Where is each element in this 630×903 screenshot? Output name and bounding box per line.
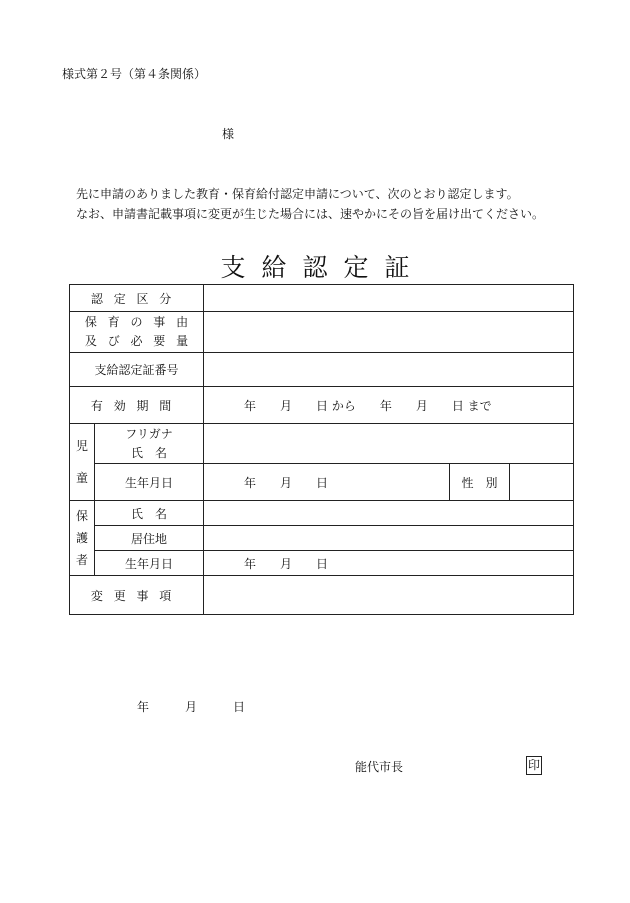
childcare-reason-label: 保育の事由 及び必要量 xyxy=(70,312,204,353)
guardian-birthdate-field[interactable]: 年 月 日 xyxy=(204,551,574,576)
child-birthdate-label: 生年月日 xyxy=(95,464,204,501)
child-name-label: フリガナ 氏 名 xyxy=(95,424,204,464)
guardian-group-label: 保 護 者 xyxy=(70,501,95,576)
guardian-birthdate-label: 生年月日 xyxy=(95,551,204,576)
childcare-reason-field[interactable] xyxy=(204,312,574,353)
form-number: 様式第２号（第４条関係） xyxy=(62,67,207,81)
guardian-address-field[interactable] xyxy=(204,526,574,551)
intro-line-2: なお、申請書記載事項に変更が生じた場合には、速やかにその旨を届け出てください。 xyxy=(76,207,545,221)
changes-label: 変更事項 xyxy=(70,576,204,615)
guardian-name-label: 氏 名 xyxy=(95,501,204,526)
issue-date: 年 月 日 xyxy=(137,700,246,714)
child-birthdate-field[interactable]: 年 月 日 xyxy=(204,464,450,501)
certificate-table xyxy=(69,284,574,615)
seal-stamp: 印 xyxy=(526,756,542,775)
document-title: 支給認定証 xyxy=(220,253,426,282)
certification-category-label: 認定区分 xyxy=(70,285,204,312)
child-name-field[interactable] xyxy=(204,424,574,464)
issuer-name: 能代市長 xyxy=(355,760,404,774)
gender-label: 性 別 xyxy=(450,464,510,501)
guardian-address-label: 居住地 xyxy=(95,526,204,551)
guardian-name-field[interactable] xyxy=(204,501,574,526)
changes-field[interactable] xyxy=(204,576,574,615)
addressee-suffix: 様 xyxy=(222,127,235,141)
certificate-number-label: 支給認定証番号 xyxy=(70,353,204,387)
certification-category-field[interactable] xyxy=(204,285,574,312)
child-group-label: 児 童 xyxy=(70,424,95,501)
validity-period-field[interactable]: 年 月 日 から 年 月 日 まで xyxy=(204,387,574,424)
intro-line-1: 先に申請のありました教育・保育給付認定申請について、次のとおり認定します。 xyxy=(76,187,519,201)
gender-field[interactable] xyxy=(510,464,574,501)
validity-period-label: 有効期間 xyxy=(70,387,204,424)
certificate-number-field[interactable] xyxy=(204,353,574,387)
